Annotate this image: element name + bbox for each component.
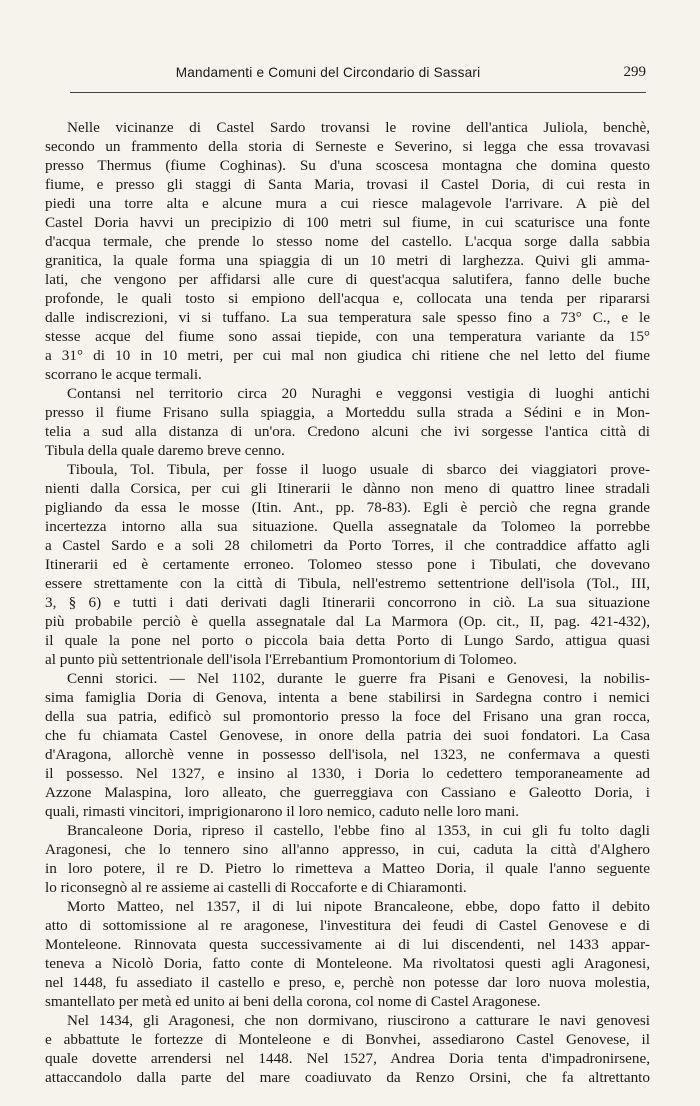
text-line: Nel 1434, gli Aragonesi, che non dormivano, riuscirono a catturare le navi genovesi xyxy=(67,1012,650,1029)
text-line: secondo un frammento della storia di Serneste e Severino, si legga che essa trovavasi xyxy=(45,138,650,155)
paragraph xyxy=(45,118,650,384)
text-line: a 31° di 10 in 10 metri, per cui mal non giudica chi ritiene che nel letto del fiume xyxy=(45,347,650,364)
text-line: telia a sud alla distanza di un'ora. Credono alcuni che ivi sorgesse l'antica città di xyxy=(45,423,650,440)
text-line: scorrano le acque termali. xyxy=(45,366,202,383)
text-line: Morto Matteo, nel 1357, il di lui nipote Brancaleone, ebbe, dopo fatto il debito xyxy=(67,898,650,915)
text-line: Brancaleone Doria, ripreso il castello, l'ebbe fino al 1353, in cui gli fu tolto dagli xyxy=(67,822,650,839)
page-number: 299 xyxy=(623,64,646,80)
text-line: granitica, la quale forma una spiaggia di un 10 metri di larghezza. Quivi gli amma- xyxy=(45,252,650,269)
paragraph xyxy=(45,669,650,821)
text-line: lati, che vengono per affidarsi alle cure di quest'acqua salutifera, fanno delle buche xyxy=(45,271,650,288)
text-line: Itinerarii ed è certamente erroneo. Tolomeo stesso pone i Tibulati, che dovevano xyxy=(45,556,650,573)
text-line: Nelle vicinanze di Castel Sardo trovansi le rovine dell'antica Juliola, benchè, xyxy=(67,119,650,136)
text-line: più probabile perciò è quella assegnatale dal La Marmora (Op. cit., II, pag. 421-432), xyxy=(45,613,650,630)
text-line: il possesso. Nel 1327, e insino al 1330, i Doria lo cedettero temporaneamente ad xyxy=(45,765,650,782)
text-line: piedi una torre alta e alcune mura a cui riesce malagevole l'arrivare. A piè del xyxy=(45,195,650,212)
text-line: smantellato per metà ed unito ai beni della corona, col nome di Castel Aragonese. xyxy=(45,993,541,1010)
text-line: Castel Doria havvi un precipizio di 100 metri sul fiume, in cui scaturisce una fonte xyxy=(45,214,650,231)
text-line: Contansi nel territorio circa 20 Nuraghi e veggonsi vestigia di luoghi antichi xyxy=(67,385,650,402)
body-text xyxy=(45,118,650,1087)
text-line: il quale la pone nel porto o piccola baia detta Porto di Lungo Sardo, attigua quasi xyxy=(45,632,650,649)
text-line: quale dovette arrendersi nel 1448. Nel 1527, Andrea Doria tenta d'impadronirsene, xyxy=(45,1050,650,1067)
text-line: incertezza intorno alla sua situazione. Quella assegnatale da Tolomeo la porrebbe xyxy=(45,518,650,535)
text-line: in loro potere, il re D. Pietro lo rimetteva a Matteo Doria, il quale l'anno seguente xyxy=(45,860,650,877)
text-line: quali, rimasti vincitori, imprigionarono il loro nemico, caduto nelle loro mani. xyxy=(45,803,520,820)
text-line: sima famiglia Doria di Genova, intenta a bene stabilirsi in Sardegna contro i nemici xyxy=(45,689,650,706)
text-line: Tiboula, Tol. Tibula, per fosse il luogo usuale di sbarco dei viaggiatori prove- xyxy=(67,461,650,478)
text-line: atto di sottomissione al re aragonese, l'investitura dei feudi di Castel Genovese e di xyxy=(45,917,650,934)
text-line: 3, § 6) e tutti i dati derivati dagli Itinerarii concorrono in ciò. La sua situazione xyxy=(45,594,650,611)
paragraph xyxy=(45,821,650,897)
text-line: d'acqua termale, che prende lo stesso nome del castello. L'acqua sorge dalla sabbia xyxy=(45,233,650,250)
text-line: che fu chiamata Castel Genovese, in onore della patria dei suoi fondatori. La Casa xyxy=(45,727,650,744)
text-line: Monteleone. Rinnovata questa successivamente ai di lui discendenti, nel 1433 appar- xyxy=(45,936,650,953)
text-line: al punto più settentrionale dell'isola l'Errebantium Promontorium di Tolomeo. xyxy=(45,651,517,668)
paragraph xyxy=(45,384,650,460)
text-line: e abbattute le fortezze di Monteleone e di Bonvhei, assediarono Castel Genovese, il xyxy=(45,1031,650,1048)
text-line: Cenni storici. — Nel 1102, durante le guerre fra Pisani e Genovesi, la nobilis- xyxy=(67,670,650,687)
text-line: presso il fiume Frisano sulla spiaggia, a Morteddu sulla strada a Sédini e in Mon- xyxy=(45,404,650,421)
text-line: attaccandolo dalla parte del mare coadiuvato da Renzo Orsini, che fa altrettanto xyxy=(45,1069,650,1086)
text-line: Azzone Malaspina, loro alleato, che guerreggiava con Cassiano e Galeotto Doria, i xyxy=(45,784,650,801)
text-line: presso Thermus (fiume Coghinas). Su d'una scoscesa montagna che domina questo xyxy=(45,157,650,174)
running-header xyxy=(70,62,646,93)
text-line: Aragonesi, che lo tennero sino all'anno appresso, in cui, caduta la città d'Alghero xyxy=(45,841,650,858)
text-line: dalle indiscrezioni, vi si tuffano. La sua temperatura sale spesso fino a 73° C., e le xyxy=(45,309,650,326)
text-line: d'Aragona, allorchè venne in possesso dell'isola, nel 1323, ne confermava a questi xyxy=(45,746,650,763)
text-line: fiume, e presso gli staggi di Santa Maria, trovasi il Castel Doria, di cui resta in xyxy=(45,176,650,193)
text-line: Tibula della quale daremo breve cenno. xyxy=(45,442,285,459)
text-line: stesse acque del fiume sono assai tiepide, con una temperatura variante da 15° xyxy=(45,328,650,345)
text-line: lo riconsegnò al re assieme ai castelli di Roccaforte e di Chiaramonti. xyxy=(45,879,467,896)
text-line: pigliando da essa le mosse (Itin. Ant., pp. 78-83). Egli è perciò che regna grande xyxy=(45,499,650,516)
text-line: nienti dalla Corsica, per cui gli Itinerarii le dànno non meno di quattro linee stradali xyxy=(45,480,650,497)
paragraph xyxy=(45,897,650,1011)
paragraph xyxy=(45,1011,650,1087)
text-line: teneva a Nicolò Doria, fatto conte di Monteleone. Ma rivoltatosi questi agli Aragonesi, xyxy=(45,955,650,972)
paragraph xyxy=(45,460,650,669)
text-line: a Castel Sardo e a soli 28 chilometri da Porto Torres, il che contraddice affatto agli xyxy=(45,537,650,554)
text-line: profonde, le quali tosto si empiono dell'acqua e, collocata una tenda per ripararsi xyxy=(45,290,650,307)
text-line: nel 1448, fu assediato il castello e preso, e, perchè non potesse dar loro nuova molestia, xyxy=(45,974,650,991)
text-line: della sua patria, edificò sul promontorio presso la foce del Frisano una gran rocca, xyxy=(45,708,650,725)
text-line: essere strettamente con la città di Tibula, nell'estremo settentrione dell'isola (Tol., III, xyxy=(45,575,650,592)
running-title: Mandamenti e Comuni del Circondario di Sassari xyxy=(175,65,481,80)
